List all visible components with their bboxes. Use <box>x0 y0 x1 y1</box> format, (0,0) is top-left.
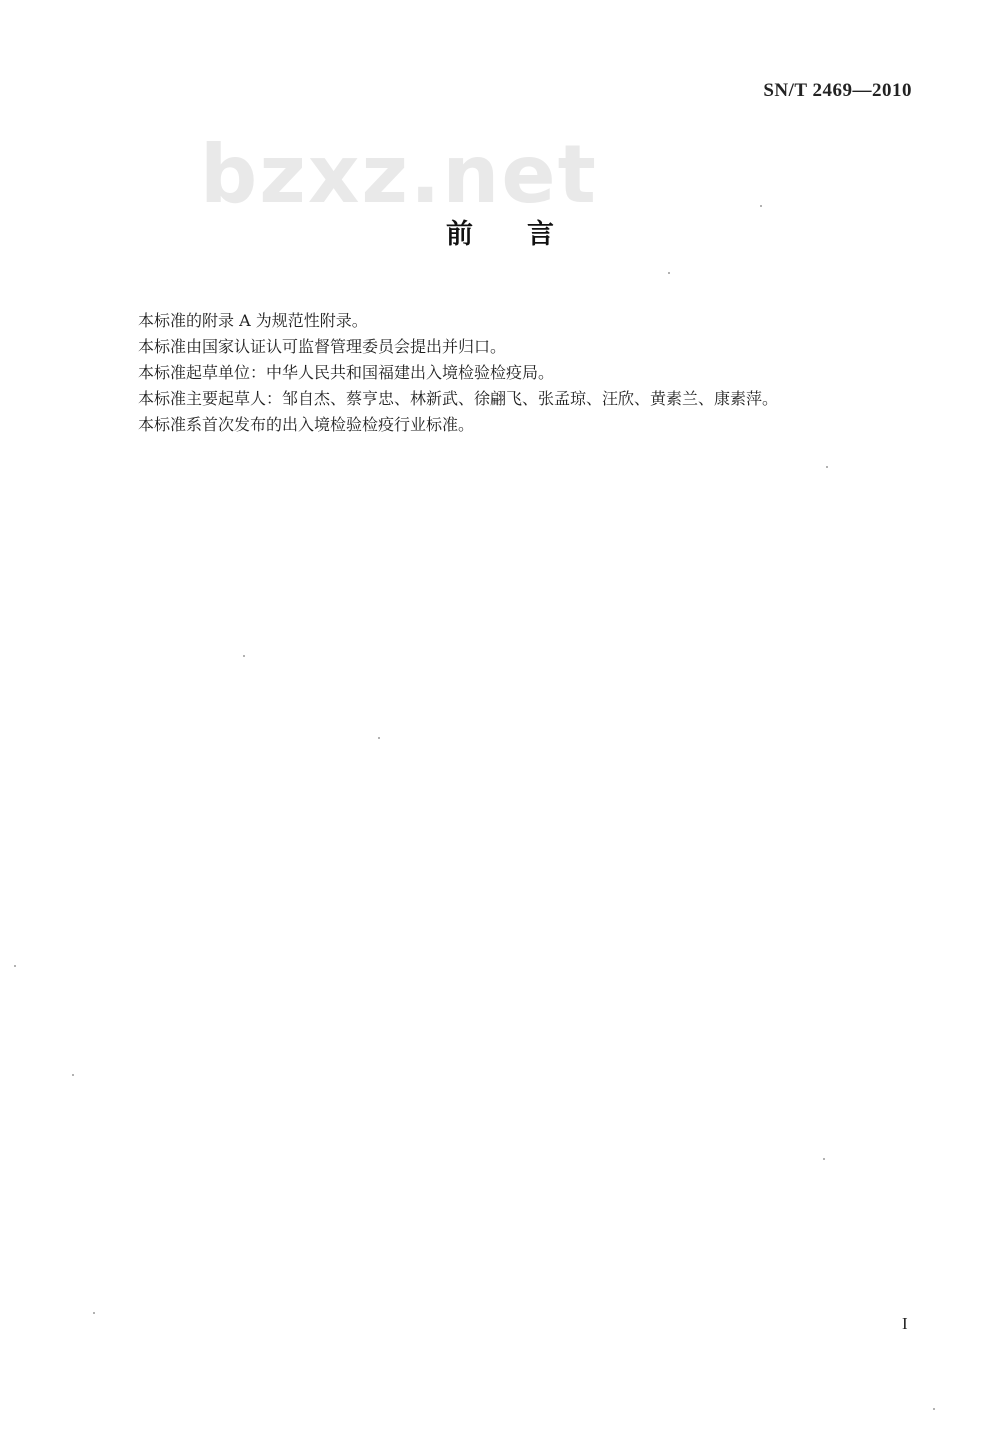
scan-speck <box>72 1074 74 1076</box>
scan-speck <box>93 1312 95 1314</box>
scan-speck <box>826 466 828 468</box>
foreword-line: 本标准的附录 A 为规范性附录。 <box>138 311 368 330</box>
standard-code: SN/T 2469—2010 <box>763 80 912 101</box>
scan-speck <box>378 737 380 739</box>
watermark: bzxz.net <box>200 128 598 221</box>
page-title: 前言 <box>446 219 608 250</box>
scan-speck <box>14 965 16 967</box>
foreword-line: 本标准系首次发布的出入境检验检疫行业标准。 <box>138 415 475 434</box>
scan-speck <box>668 272 670 274</box>
scan-speck <box>933 1408 935 1410</box>
scan-speck <box>243 655 245 657</box>
foreword-line: 本标准起草单位：中华人民共和国福建出入境检验检疫局。 <box>138 363 555 382</box>
scan-speck <box>823 1158 825 1160</box>
scan-speck <box>760 205 762 207</box>
page-number: I <box>902 1314 908 1333</box>
foreword-line: 本标准主要起草人：邹自杰、蔡亨忠、林新武、徐翩飞、张孟琼、汪欣、黄素兰、康素萍。 <box>138 389 779 408</box>
foreword-line: 本标准由国家认证认可监督管理委员会提出并归口。 <box>138 337 507 356</box>
foreword-body <box>138 308 910 438</box>
